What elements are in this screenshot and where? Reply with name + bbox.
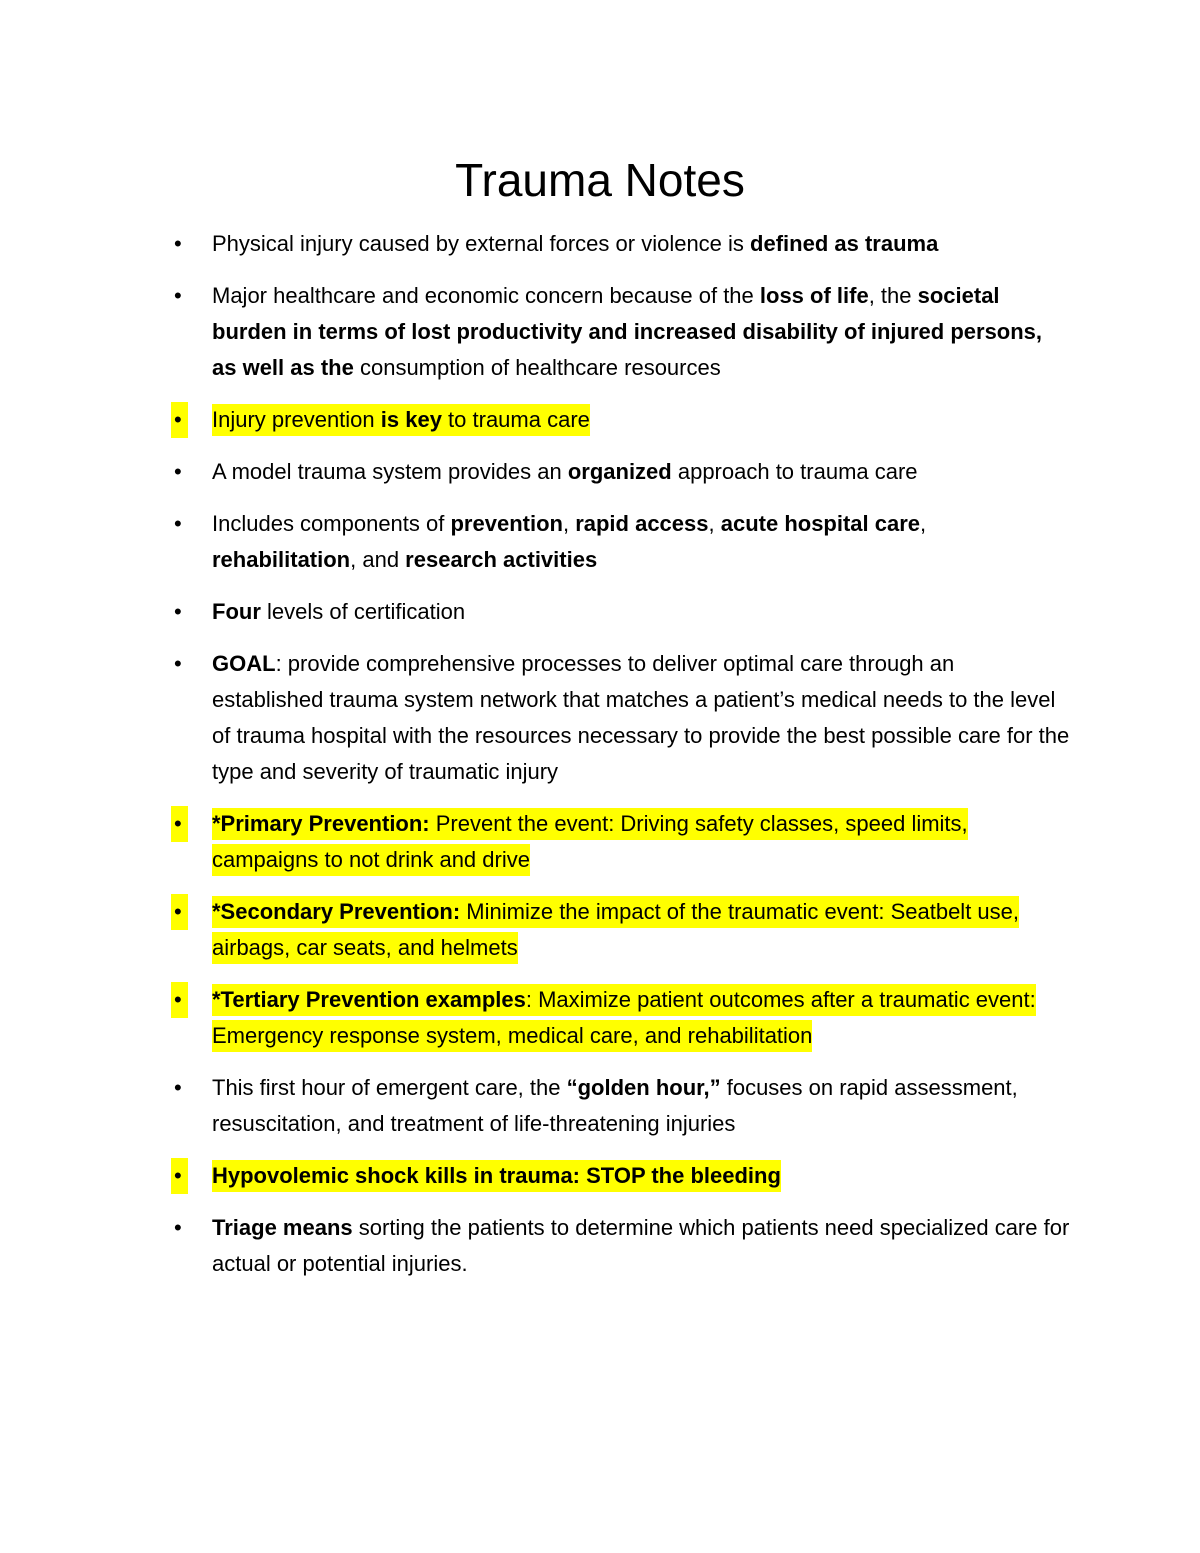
list-item [0, 646, 1200, 790]
text-segment: Injury prevention [212, 407, 381, 432]
page-title: Trauma Notes [455, 154, 745, 206]
list-item-text [212, 599, 465, 624]
list-item [0, 454, 1200, 490]
text-segment: , [562, 511, 576, 536]
list-item-text [212, 984, 1036, 1052]
text-segment: to trauma care [441, 407, 590, 432]
list-item-text [212, 404, 590, 436]
list-item-text [212, 896, 1019, 964]
bold-text: *Primary Prevention: [212, 811, 430, 836]
text-segment: , the [868, 283, 918, 308]
list-item [0, 278, 1200, 386]
list-item [0, 402, 1200, 438]
bold-text: research activities [405, 547, 598, 572]
list-item-text [212, 283, 1042, 380]
list-item [0, 806, 1200, 878]
text-segment: approach to trauma care [671, 459, 918, 484]
list-item-text [212, 651, 1069, 784]
bullet-icon: • [174, 231, 182, 256]
list-item-text [212, 511, 926, 572]
bold-text: societal burden in terms of lost productivity and increased disability of injured persons, as well as the [212, 283, 1043, 380]
list-item-text [212, 808, 968, 876]
text-segment: : provide comprehensive processes to deliver optimal care through an established trauma system network that matches a patient’s medical needs to the level of trauma hospital with the resources necessary to provide the best possible care for the type and severity of traumatic injury [212, 651, 1070, 784]
list-item [0, 982, 1200, 1054]
text-segment: , [920, 511, 927, 536]
bold-text: Triage means [212, 1215, 353, 1240]
bullet-icon: • [171, 1158, 188, 1194]
bullet-icon: • [174, 459, 182, 484]
bullet-icon: • [174, 651, 182, 676]
bold-text: Hypovolemic shock kills in trauma: STOP the bleeding [212, 1163, 781, 1188]
list-item-text [212, 459, 918, 484]
list-item [0, 1070, 1200, 1142]
text-segment: Includes components of [212, 511, 451, 536]
bullet-icon: • [171, 982, 188, 1018]
bold-text: loss of life [759, 283, 869, 308]
bullet-icon: • [174, 1075, 182, 1100]
bullet-icon: • [171, 806, 188, 842]
bullet-icon: • [174, 511, 182, 536]
notes-list [0, 226, 1200, 1298]
bold-text: prevention [450, 511, 563, 536]
bold-text: *Tertiary Prevention examples [212, 987, 526, 1012]
bullet-icon: • [171, 402, 188, 438]
text-segment: , and [350, 547, 406, 572]
text-segment: Physical injury caused by external forces or violence is [212, 231, 751, 256]
list-item [0, 506, 1200, 578]
bold-text: Four [212, 599, 261, 624]
text-segment: This first hour of emergent care, the [212, 1075, 567, 1100]
text-segment: Major healthcare and economic concern because of the [212, 283, 760, 308]
text-segment: levels of certification [260, 599, 466, 624]
text-segment: focuses on rapid assessment, resuscitation, and treatment of life-threatening injuries [212, 1075, 1018, 1136]
text-segment: sorting the patients to determine which patients need specialized care for actual or potential injuries. [212, 1215, 1070, 1276]
list-item [0, 1158, 1200, 1194]
text-segment: Prevent the event: Driving safety classes, speed limits, campaigns to not drink and drive [212, 811, 968, 872]
bold-text: “golden hour,” [566, 1075, 721, 1100]
bullet-icon: • [174, 1215, 182, 1240]
text-segment: , [708, 511, 721, 536]
bold-text: rehabilitation [212, 547, 351, 572]
list-item-text [212, 1075, 1018, 1136]
list-item [0, 226, 1200, 262]
list-item-text [212, 1215, 1069, 1276]
text-segment: consumption of healthcare resources [353, 355, 721, 380]
text-segment: Minimize the impact of the traumatic event: Seatbelt use, airbags, car seats, and helmets [212, 899, 1020, 960]
bullet-icon: • [171, 894, 188, 930]
bullet-icon: • [174, 283, 182, 308]
bold-text: is key [380, 407, 442, 432]
list-item-text [212, 231, 938, 256]
bold-text: defined as trauma [750, 231, 939, 256]
bold-text: *Secondary Prevention: [212, 899, 461, 924]
bold-text: rapid access [575, 511, 709, 536]
bold-text: acute hospital care [720, 511, 921, 536]
bold-text: GOAL [212, 651, 276, 676]
list-item [0, 894, 1200, 966]
bold-text: organized [567, 459, 672, 484]
list-item [0, 1210, 1200, 1282]
list-item [0, 594, 1200, 630]
list-item-text [212, 1160, 781, 1192]
text-segment: A model trauma system provides an [212, 459, 568, 484]
bullet-icon: • [174, 599, 182, 624]
text-segment: : Maximize patient outcomes after a traumatic event: Emergency response system, medical care, and rehabilitation [212, 987, 1036, 1048]
